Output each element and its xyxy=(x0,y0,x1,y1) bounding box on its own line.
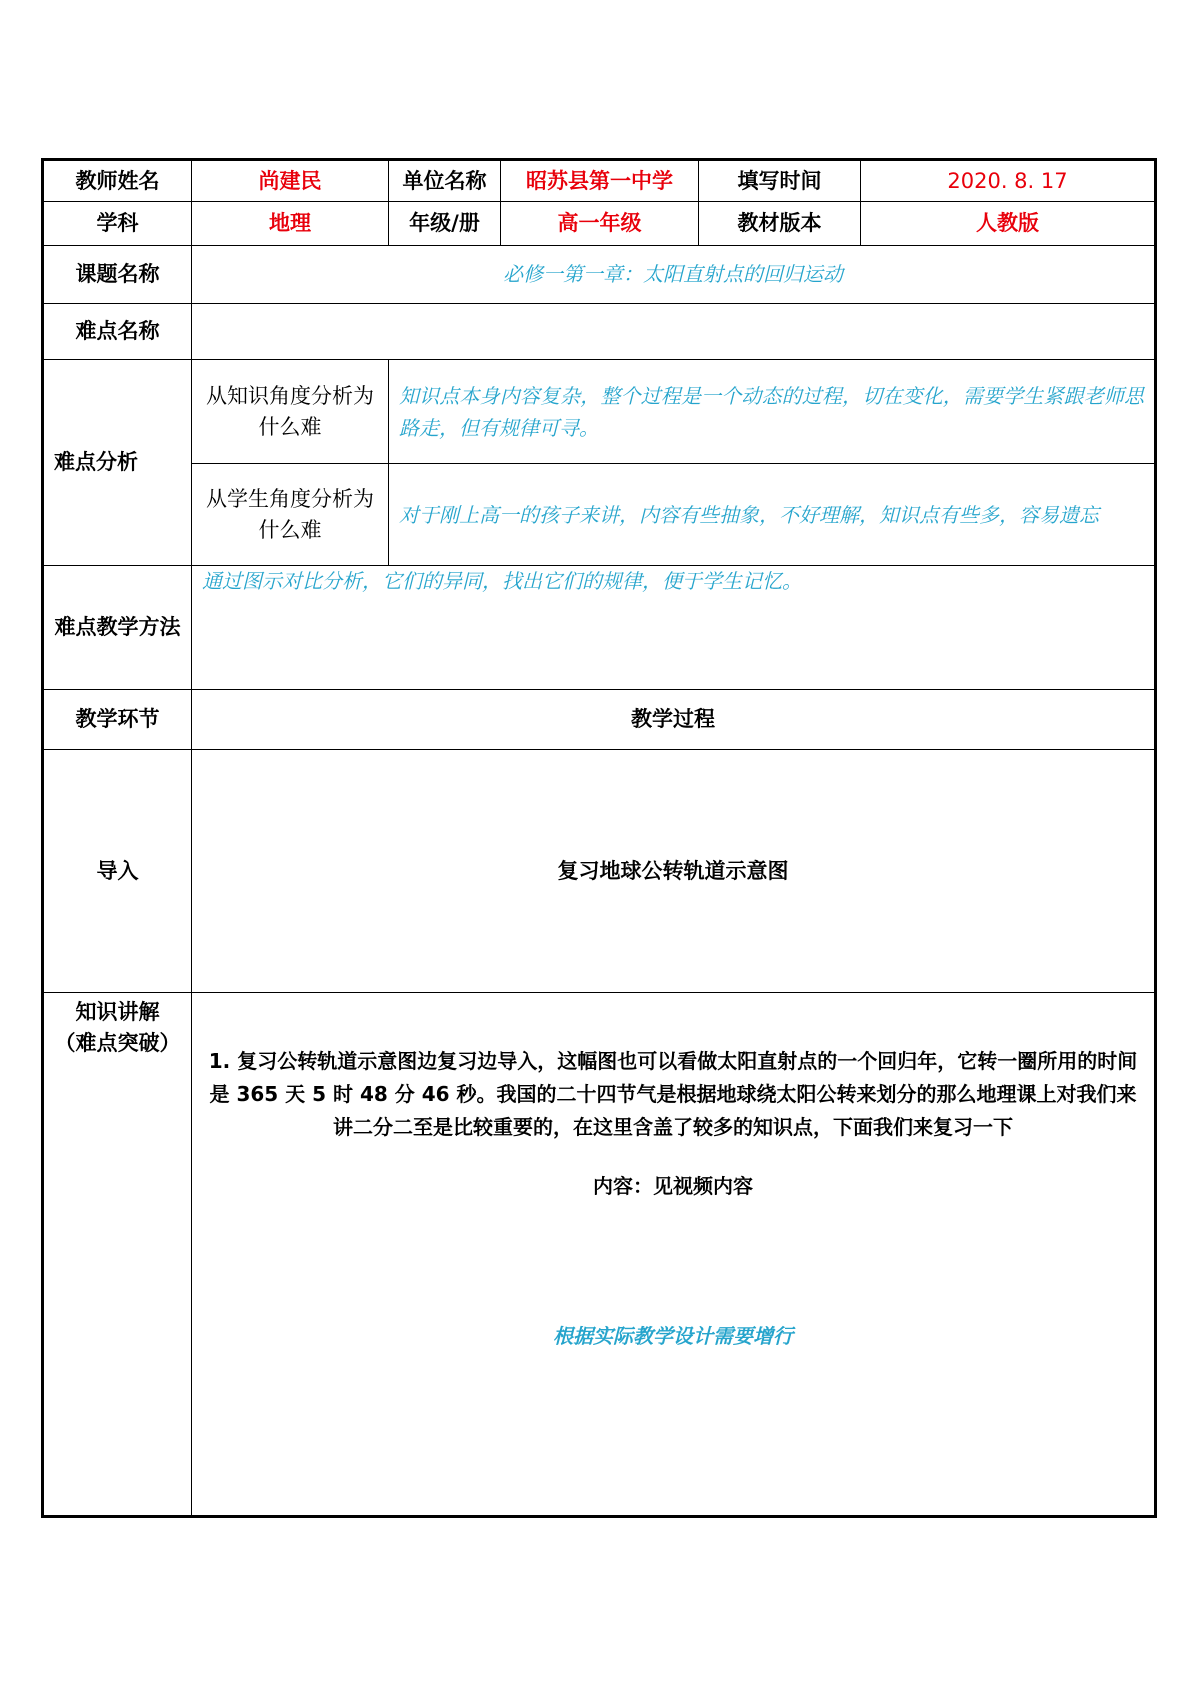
intro-label: 导入 xyxy=(43,750,192,993)
date-label: 填写时间 xyxy=(699,160,861,202)
edition-label: 教材版本 xyxy=(699,202,861,246)
header-row-2 xyxy=(43,202,1156,246)
edition-value: 人教版 xyxy=(861,202,1156,246)
subject-label: 学科 xyxy=(43,202,192,246)
explain-paragraph: 1. 复习公转轨道示意图边复习边导入，这幅图也可以看做太阳直射点的一个回归年，它转一圈所用的时间是 365 天 5 时 48 分 46 秒。我国的二十四节气是根据地球绕太阳公转来划分的那么地理课上对我们来讲二分二至是比较重要的，在这里含盖了较多的知识点，下面我们来复习一下 xyxy=(208,1049,1138,1139)
method-row xyxy=(43,566,1156,690)
add-rows-note: 根据实际教学设计需要增行 xyxy=(553,1324,793,1348)
method-label: 难点教学方法 xyxy=(43,566,192,690)
subject-value: 地理 xyxy=(192,202,389,246)
explain-content xyxy=(192,993,1156,1517)
grade-label: 年级/册 xyxy=(389,202,501,246)
analysis-label: 难点分析 xyxy=(43,360,192,566)
teacher-label: 教师姓名 xyxy=(43,160,192,202)
difficulty-value xyxy=(192,304,1156,360)
teacher-value: 尚建民 xyxy=(192,160,389,202)
analysis-row-knowledge xyxy=(43,360,1156,464)
date-value: 2020. 8. 17 xyxy=(861,160,1156,202)
content-note: 内容：见视频内容 xyxy=(593,1174,753,1198)
topic-row xyxy=(43,246,1156,304)
knowledge-angle-label: 从知识角度分析为什么难 xyxy=(192,360,389,464)
intro-row xyxy=(43,750,1156,993)
analysis-row-student xyxy=(43,464,1156,566)
student-angle-value: 对于刚上高一的孩子来讲，内容有些抽象，不好理解，知识点有些多，容易遗忘 xyxy=(389,464,1156,566)
difficulty-row xyxy=(43,304,1156,360)
grade-value: 高一年级 xyxy=(501,202,699,246)
explain-label-line1: 知识讲解 xyxy=(75,1000,160,1024)
process-column-label: 教学过程 xyxy=(192,690,1156,750)
topic-label: 课题名称 xyxy=(43,246,192,304)
explain-label-line2: （难点突破） xyxy=(54,1031,181,1055)
explain-label xyxy=(43,993,192,1517)
method-value: 通过图示对比分析，它们的异同，找出它们的规律，便于学生记忆。 xyxy=(192,566,1156,690)
process-header-row xyxy=(43,690,1156,750)
stage-column-label: 教学环节 xyxy=(43,690,192,750)
student-angle-label: 从学生角度分析为什么难 xyxy=(192,464,389,566)
lesson-plan-table xyxy=(41,158,1157,1518)
intro-value: 复习地球公转轨道示意图 xyxy=(192,750,1156,993)
unit-label: 单位名称 xyxy=(389,160,501,202)
header-row-1 xyxy=(43,160,1156,202)
knowledge-angle-value: 知识点本身内容复杂，整个过程是一个动态的过程，切在变化，需要学生紧跟老师思路走，但有规律可寻。 xyxy=(389,360,1156,464)
explain-row xyxy=(43,993,1156,1517)
difficulty-label: 难点名称 xyxy=(43,304,192,360)
topic-value: 必修一第一章：太阳直射点的回归运动 xyxy=(192,246,1156,304)
unit-value: 昭苏县第一中学 xyxy=(501,160,699,202)
